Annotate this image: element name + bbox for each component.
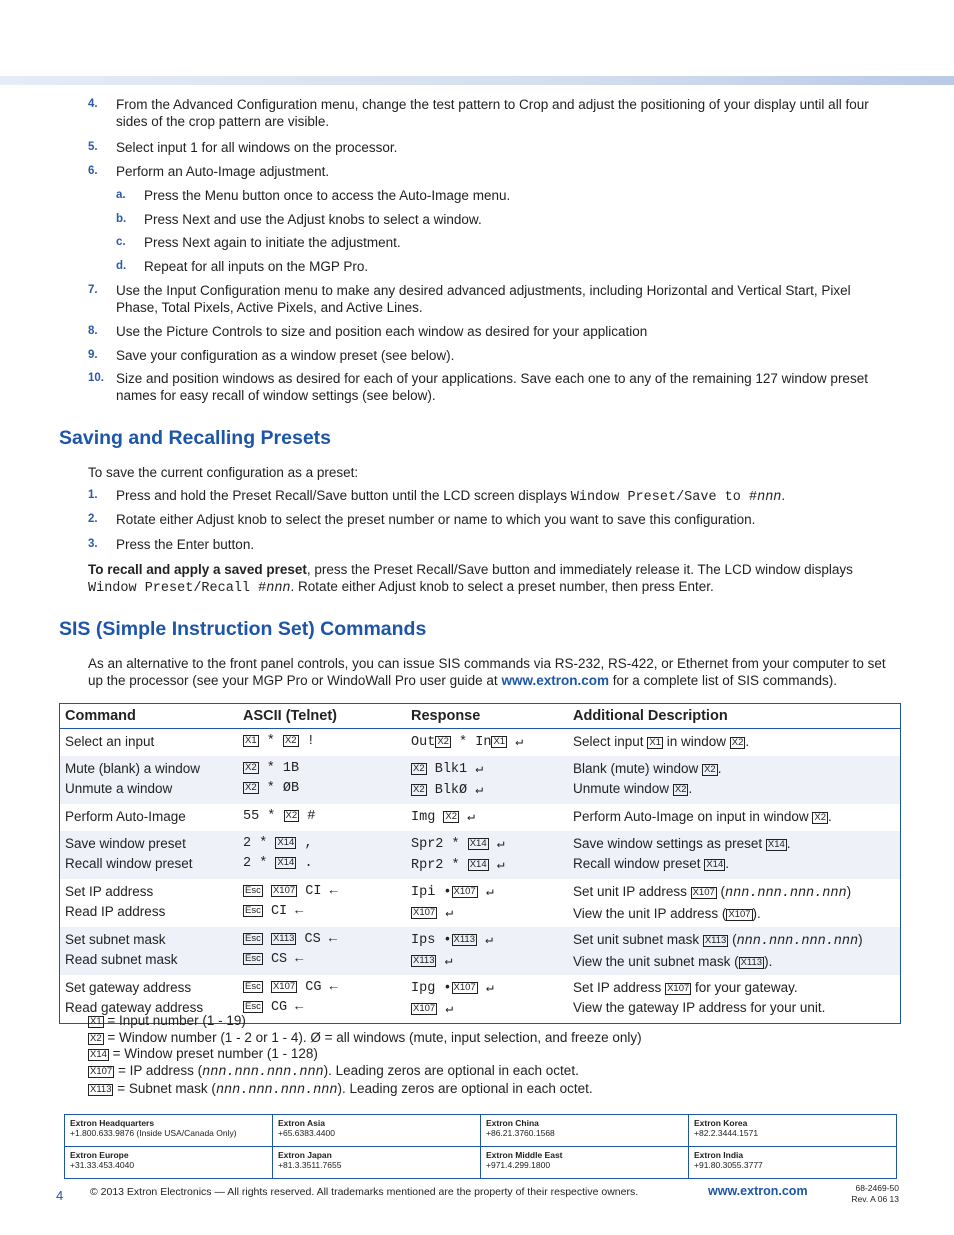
return-arrow-icon: ↵ (445, 905, 454, 920)
recall-paragraph (88, 561, 903, 597)
ascii-cell (238, 831, 406, 879)
response-cell (406, 729, 568, 757)
office-row (65, 1115, 897, 1147)
cell-text: ). (752, 906, 761, 921)
var-x2: X2 (245, 782, 257, 793)
cell-text: . (725, 856, 729, 871)
var-x113: X113 (90, 1084, 112, 1096)
legend-item (88, 1013, 642, 1030)
variable-legend (88, 1013, 642, 1100)
cell-text: * (266, 734, 275, 749)
var-esc: Esc (245, 981, 261, 992)
cell-text: CI (305, 884, 322, 899)
office-phone: +31.33.453.4040 (70, 1160, 135, 1170)
cell-text: View the unit IP address ( (573, 906, 727, 921)
section-heading-presets: Saving and Recalling Presets (59, 427, 332, 449)
cell-text: Img (411, 810, 436, 825)
cell-text: Ipg • (411, 981, 452, 996)
table-row (60, 831, 901, 879)
office-name: Extron India (694, 1150, 744, 1160)
office-contacts-table (64, 1114, 897, 1179)
var-x14: X14 (706, 859, 724, 870)
cell-text: in window (666, 734, 726, 749)
office-phone: +91.80.3055.3777 (694, 1160, 763, 1170)
office-name: Extron Japan (278, 1150, 332, 1160)
step-text: Press Next again to initiate the adjustment. (144, 235, 401, 250)
lcd-text: Window Preset/Recall # (88, 581, 267, 596)
lcd-text: Window Preset/Save to # (570, 490, 758, 505)
table-row (60, 756, 901, 804)
return-arrow-icon: ↵ (485, 884, 494, 899)
legend-text: = Subnet mask ( (117, 1081, 216, 1097)
cell-text: Save window settings as preset (573, 836, 763, 851)
office-phone: +65.6383.4400 (278, 1128, 335, 1138)
step-text: Rotate either Adjust knob to select the preset number or name to which you want to save this configuration. (116, 512, 756, 527)
var-x14: X14 (277, 837, 295, 848)
step-letter: d. (116, 260, 127, 272)
response-cell (406, 831, 568, 879)
var-esc: Esc (245, 933, 261, 944)
cell-text: * ØB (266, 781, 300, 796)
legend-item (88, 1081, 642, 1100)
text-run: As an alternative to the front panel controls, you can issue SIS commands via RS-232, RS-422, or Ethernet from your computer to set up the processor (see your MGP Pro or WindoWall Pro user guide at (88, 656, 886, 688)
var-x107: X107 (667, 983, 690, 994)
cell-text: Ipi • (411, 885, 452, 900)
left-arrow-icon: ← (295, 904, 304, 919)
cell-text: 55 * (243, 809, 276, 824)
office-name: Extron Europe (70, 1150, 129, 1160)
return-arrow-icon: ↵ (444, 953, 453, 968)
ascii-cell (238, 804, 406, 831)
step-text: Press the Menu button once to access the Auto-Image menu. (144, 188, 511, 203)
var-x14: X14 (277, 857, 295, 868)
var-x2: X2 (245, 762, 257, 773)
left-arrow-icon: ← (329, 980, 338, 995)
cell-text: View the gateway IP address for your unit. (573, 1000, 826, 1015)
step-text (116, 487, 896, 506)
cell-text: * In (459, 735, 492, 750)
command-cell (60, 756, 239, 804)
recall-title: To recall and apply a saved preset (88, 562, 307, 577)
var-x14: X14 (469, 838, 487, 849)
var-x14: X14 (469, 859, 487, 870)
step-letter: a. (116, 189, 126, 201)
var-x113: X113 (704, 935, 727, 946)
var-x14: X14 (767, 839, 785, 850)
cell-text: Set IP address (65, 884, 154, 899)
cell-text: CG (270, 1000, 288, 1015)
var-x107: X107 (453, 886, 476, 897)
office-name: Extron Korea (694, 1118, 748, 1128)
document-number: 68-2469-50 (855, 1183, 899, 1193)
step-text: Size and position windows as desired for each of your applications. Save each one to any of the remaining 127 window preset names for easy recall of window settings (see below). (116, 371, 868, 403)
table-header-row (60, 704, 901, 729)
presets-intro: To save the current configuration as a preset: (88, 465, 359, 480)
var-esc: Esc (245, 953, 261, 964)
cell-text: . (786, 836, 791, 851)
ip-format: nnn.nnn.nnn.nnn (725, 886, 847, 901)
revision-date: Rev. A 06 13 (851, 1194, 899, 1204)
step-text: Use the Input Configuration menu to make any desired advanced adjustments, including Horizontal and Vertical Start, Pixel Phase, Total Pixels, Active Pixels, and Active Lines. (116, 283, 851, 315)
return-arrow-icon: ↵ (496, 836, 505, 851)
var-x1: X1 (649, 737, 661, 748)
legend-text: = Input number (1 - 19) (107, 1013, 246, 1028)
cell-text: Unmute window (573, 781, 670, 796)
legend-text: ). Leading zeros are optional in each octet. (337, 1081, 593, 1097)
column-header: Response (406, 704, 568, 729)
cell-text: Spr2 * (411, 837, 460, 852)
var-x2: X2 (413, 763, 425, 774)
cell-text: Perform Auto-Image on input in window (573, 809, 809, 824)
step-number: 7. (88, 284, 98, 296)
legend-item (88, 1030, 642, 1047)
cell-text: Set gateway address (65, 980, 192, 995)
cell-text: . (688, 781, 693, 796)
var-x1: X1 (90, 1016, 102, 1027)
cell-text: Recall window preset (573, 856, 701, 871)
cell-text: Set unit subnet mask (573, 932, 700, 947)
step-text: Select input 1 for all windows on the processor. (116, 140, 398, 155)
office-cell (481, 1115, 689, 1147)
step-number: 3. (88, 538, 98, 550)
command-cell (60, 831, 239, 879)
lcd-variable: nnn (266, 581, 291, 596)
office-cell (481, 1147, 689, 1179)
office-cell (689, 1147, 897, 1179)
cell-text: Blank (mute) window (573, 761, 699, 776)
ascii-cell (238, 927, 406, 975)
command-cell: Perform Auto-Image (65, 809, 186, 824)
var-x2: X2 (285, 810, 298, 821)
cell-text: Rpr2 * (411, 858, 460, 873)
office-phone: +1.800.633.9876 (Inside USA/Canada Only) (70, 1128, 237, 1138)
cell-text: View the unit subnet mask ( (573, 954, 739, 969)
response-cell (406, 927, 568, 975)
var-x107: X107 (413, 1003, 436, 1014)
cell-text: BlkØ (434, 783, 468, 798)
left-arrow-icon: ← (295, 952, 304, 967)
text-run: . Rotate either Adjust knob to select a preset number, then press Enter. (290, 579, 714, 594)
table-row (60, 729, 901, 757)
cell-text: Set IP address (573, 980, 662, 995)
cell-text: Out (411, 735, 436, 750)
cell-text: . (745, 734, 750, 749)
cell-text: 2 * (243, 836, 268, 851)
var-x107: X107 (692, 887, 715, 898)
legend-item (88, 1063, 642, 1082)
header-bar (0, 76, 954, 85)
cell-text: Save window preset (65, 836, 186, 851)
page-number: 4 (56, 1188, 64, 1203)
text-run: Press and hold the Preset Recall/Save button until the LCD screen displays (116, 488, 571, 503)
return-arrow-icon: ↵ (467, 809, 475, 824)
var-esc: Esc (245, 885, 261, 896)
response-cell (406, 804, 568, 831)
var-x107: X107 (728, 909, 751, 920)
cell-text: Set subnet mask (65, 932, 166, 947)
cell-text: CI (270, 904, 288, 919)
step-number: 4. (88, 98, 98, 110)
var-esc: Esc (245, 905, 261, 916)
office-cell (273, 1115, 481, 1147)
cell-text: Ips • (411, 933, 452, 948)
cell-text: Mute (blank) a window (65, 761, 201, 776)
sis-commands-table (59, 703, 901, 1024)
return-arrow-icon: ↵ (496, 857, 505, 872)
column-header: Command (60, 704, 239, 729)
var-x107: X107 (453, 982, 476, 993)
cell-text: . (828, 809, 832, 824)
table-row (60, 879, 901, 927)
copyright-notice: © 2013 Extron Electronics — All rights reserved. All trademarks mentioned are the property of their respective owners. (90, 1186, 639, 1198)
var-x2: X2 (445, 811, 458, 822)
description-cell (568, 831, 901, 879)
step-text: Use the Picture Controls to size and position each window as desired for your application (116, 324, 648, 339)
office-name: Extron Asia (278, 1118, 325, 1128)
text-run: , press the Preset Recall/Save button and immediately release it. The LCD window displays (306, 562, 853, 577)
cell-text: # (307, 809, 316, 824)
step-text: Perform an Auto-Image adjustment. (116, 164, 330, 179)
section-heading-sis: SIS (Simple Instruction Set) Commands (59, 618, 427, 640)
var-x2: X2 (413, 784, 425, 795)
cell-text: ! (306, 734, 315, 749)
step-number: 8. (88, 325, 98, 337)
legend-item (88, 1046, 642, 1063)
command-cell (60, 879, 239, 927)
sis-intro (88, 655, 903, 689)
return-arrow-icon: ↵ (515, 734, 524, 749)
return-arrow-icon: ↵ (445, 1001, 454, 1016)
var-x107: X107 (413, 907, 436, 918)
command-cell: Select an input (65, 734, 155, 749)
return-arrow-icon: ↵ (475, 782, 484, 797)
step-text: Save your configuration as a window preset (see below). (116, 348, 455, 363)
text-run: for a complete list of SIS commands). (608, 673, 838, 688)
response-cell (406, 879, 568, 927)
cell-text: . (304, 856, 313, 871)
cell-text: Set unit IP address (573, 884, 687, 899)
var-x2: X2 (90, 1032, 102, 1044)
return-arrow-icon: ↵ (485, 980, 494, 995)
var-x2: X2 (731, 737, 744, 748)
office-cell (65, 1115, 273, 1147)
var-x2: X2 (814, 812, 827, 823)
office-cell (689, 1115, 897, 1147)
var-x14: X14 (90, 1049, 107, 1061)
cell-text: Read subnet mask (65, 952, 178, 967)
column-header: Additional Description (568, 704, 901, 729)
office-phone: +82.2.3444.1571 (694, 1128, 759, 1138)
step-letter: b. (116, 213, 127, 225)
legend-text: = Window preset number (1 - 128) (112, 1046, 318, 1062)
step-text: Press Next and use the Adjust knobs to select a window. (144, 212, 482, 227)
cell-text: Recall window preset (65, 856, 193, 871)
description-cell (568, 804, 901, 831)
office-name: Extron Middle East (486, 1150, 563, 1160)
ip-format: nnn.nnn.nnn.nnn (202, 1064, 324, 1080)
response-cell (406, 756, 568, 804)
var-x1: X1 (245, 735, 257, 746)
office-row (65, 1147, 897, 1179)
cell-text: for your gateway. (695, 980, 798, 995)
step-number: 10. (88, 372, 104, 384)
cell-text: * 1B (266, 761, 300, 776)
step-number: 2. (88, 513, 98, 525)
cell-text: ). (764, 954, 773, 969)
description-cell (568, 729, 901, 757)
cell-text: , (304, 836, 313, 851)
var-x113: X113 (413, 955, 435, 966)
var-esc: Esc (245, 1001, 261, 1012)
var-x107: X107 (90, 1065, 113, 1077)
extron-website-link[interactable]: www.extron.com (501, 673, 609, 688)
var-x2: X2 (674, 784, 687, 795)
office-cell (273, 1147, 481, 1179)
cell-text: . (717, 761, 722, 776)
left-arrow-icon: ← (295, 1000, 304, 1015)
step-number: 9. (88, 349, 98, 361)
description-cell: Set unit IP address X107 (nnn.nnn.nnn.nnn) View the unit IP address ( X107 ). (573, 884, 852, 921)
mask-format: nnn.nnn.nnn.nnn (736, 934, 859, 949)
cell-text: CG (305, 980, 322, 995)
cell-text: Select input (573, 734, 644, 749)
var-x107: X107 (272, 981, 296, 992)
office-name: Extron China (486, 1118, 539, 1128)
office-name: Extron Headquarters (70, 1118, 155, 1128)
cell-text: Unmute a window (65, 781, 173, 796)
table-row (60, 804, 901, 831)
cell-text: Read IP address (65, 904, 166, 919)
cell-text: CS (304, 932, 321, 947)
cell-text: 2 * (243, 856, 268, 871)
var-x2: X2 (284, 735, 297, 746)
description-cell (568, 756, 901, 804)
cell-text: Blk1 (434, 762, 468, 777)
step-text: Repeat for all inputs on the MGP Pro. (144, 259, 369, 274)
lcd-variable: nnn (757, 490, 782, 505)
var-x113: X113 (272, 933, 295, 944)
ascii-cell (238, 879, 406, 927)
left-arrow-icon: ← (328, 932, 337, 947)
office-cell (65, 1147, 273, 1179)
var-x1: X1 (493, 736, 506, 747)
column-header: ASCII (Telnet) (238, 704, 406, 729)
cell-text: CS (270, 952, 288, 967)
document-revision (845, 1183, 899, 1205)
ascii-cell (238, 756, 406, 804)
mask-format: nnn.nnn.nnn.nnn (215, 1083, 338, 1099)
description-cell: Set unit subnet mask X113 (nnn.nnn.nnn.nnn) View the unit subnet mask ( X113 ). (568, 927, 901, 975)
ascii-cell (238, 729, 406, 757)
left-arrow-icon: ← (329, 884, 338, 899)
office-phone: +971.4.299.1800 (486, 1160, 551, 1170)
cell-text: Read gateway address (65, 1000, 204, 1015)
step-number: 1. (88, 489, 98, 501)
step-number: 6. (88, 165, 98, 177)
legend-text: ). Leading zeros are optional in each octet. (323, 1062, 579, 1078)
legend-text: = IP address ( (117, 1062, 203, 1078)
var-x113: X113 (453, 934, 475, 945)
return-arrow-icon: ↵ (475, 761, 484, 776)
footer-website-link[interactable]: www.extron.com (708, 1184, 808, 1198)
step-letter: c. (116, 236, 126, 248)
legend-text: = Window number (1 - 2 or 1 - 4). Ø = all windows (mute, input selection, and freeze only) (107, 1029, 642, 1045)
return-arrow-icon: ↵ (485, 932, 493, 947)
var-x2: X2 (704, 764, 716, 775)
step-number: 5. (88, 141, 98, 153)
var-x2: X2 (437, 736, 449, 747)
var-x107: X107 (272, 885, 296, 896)
office-phone: +86.21.3760.1568 (486, 1128, 555, 1138)
step-text: Press the Enter button. (116, 537, 255, 552)
command-cell (60, 927, 239, 975)
step-text: From the Advanced Configuration menu, change the test pattern to Crop and adjust the positioning of your display until all four sides of the crop pattern are visible. (116, 97, 869, 129)
table-row (60, 927, 901, 975)
office-phone: +81.3.3511.7655 (278, 1160, 342, 1170)
text-run: . (781, 488, 786, 503)
var-x113: X113 (740, 957, 763, 968)
